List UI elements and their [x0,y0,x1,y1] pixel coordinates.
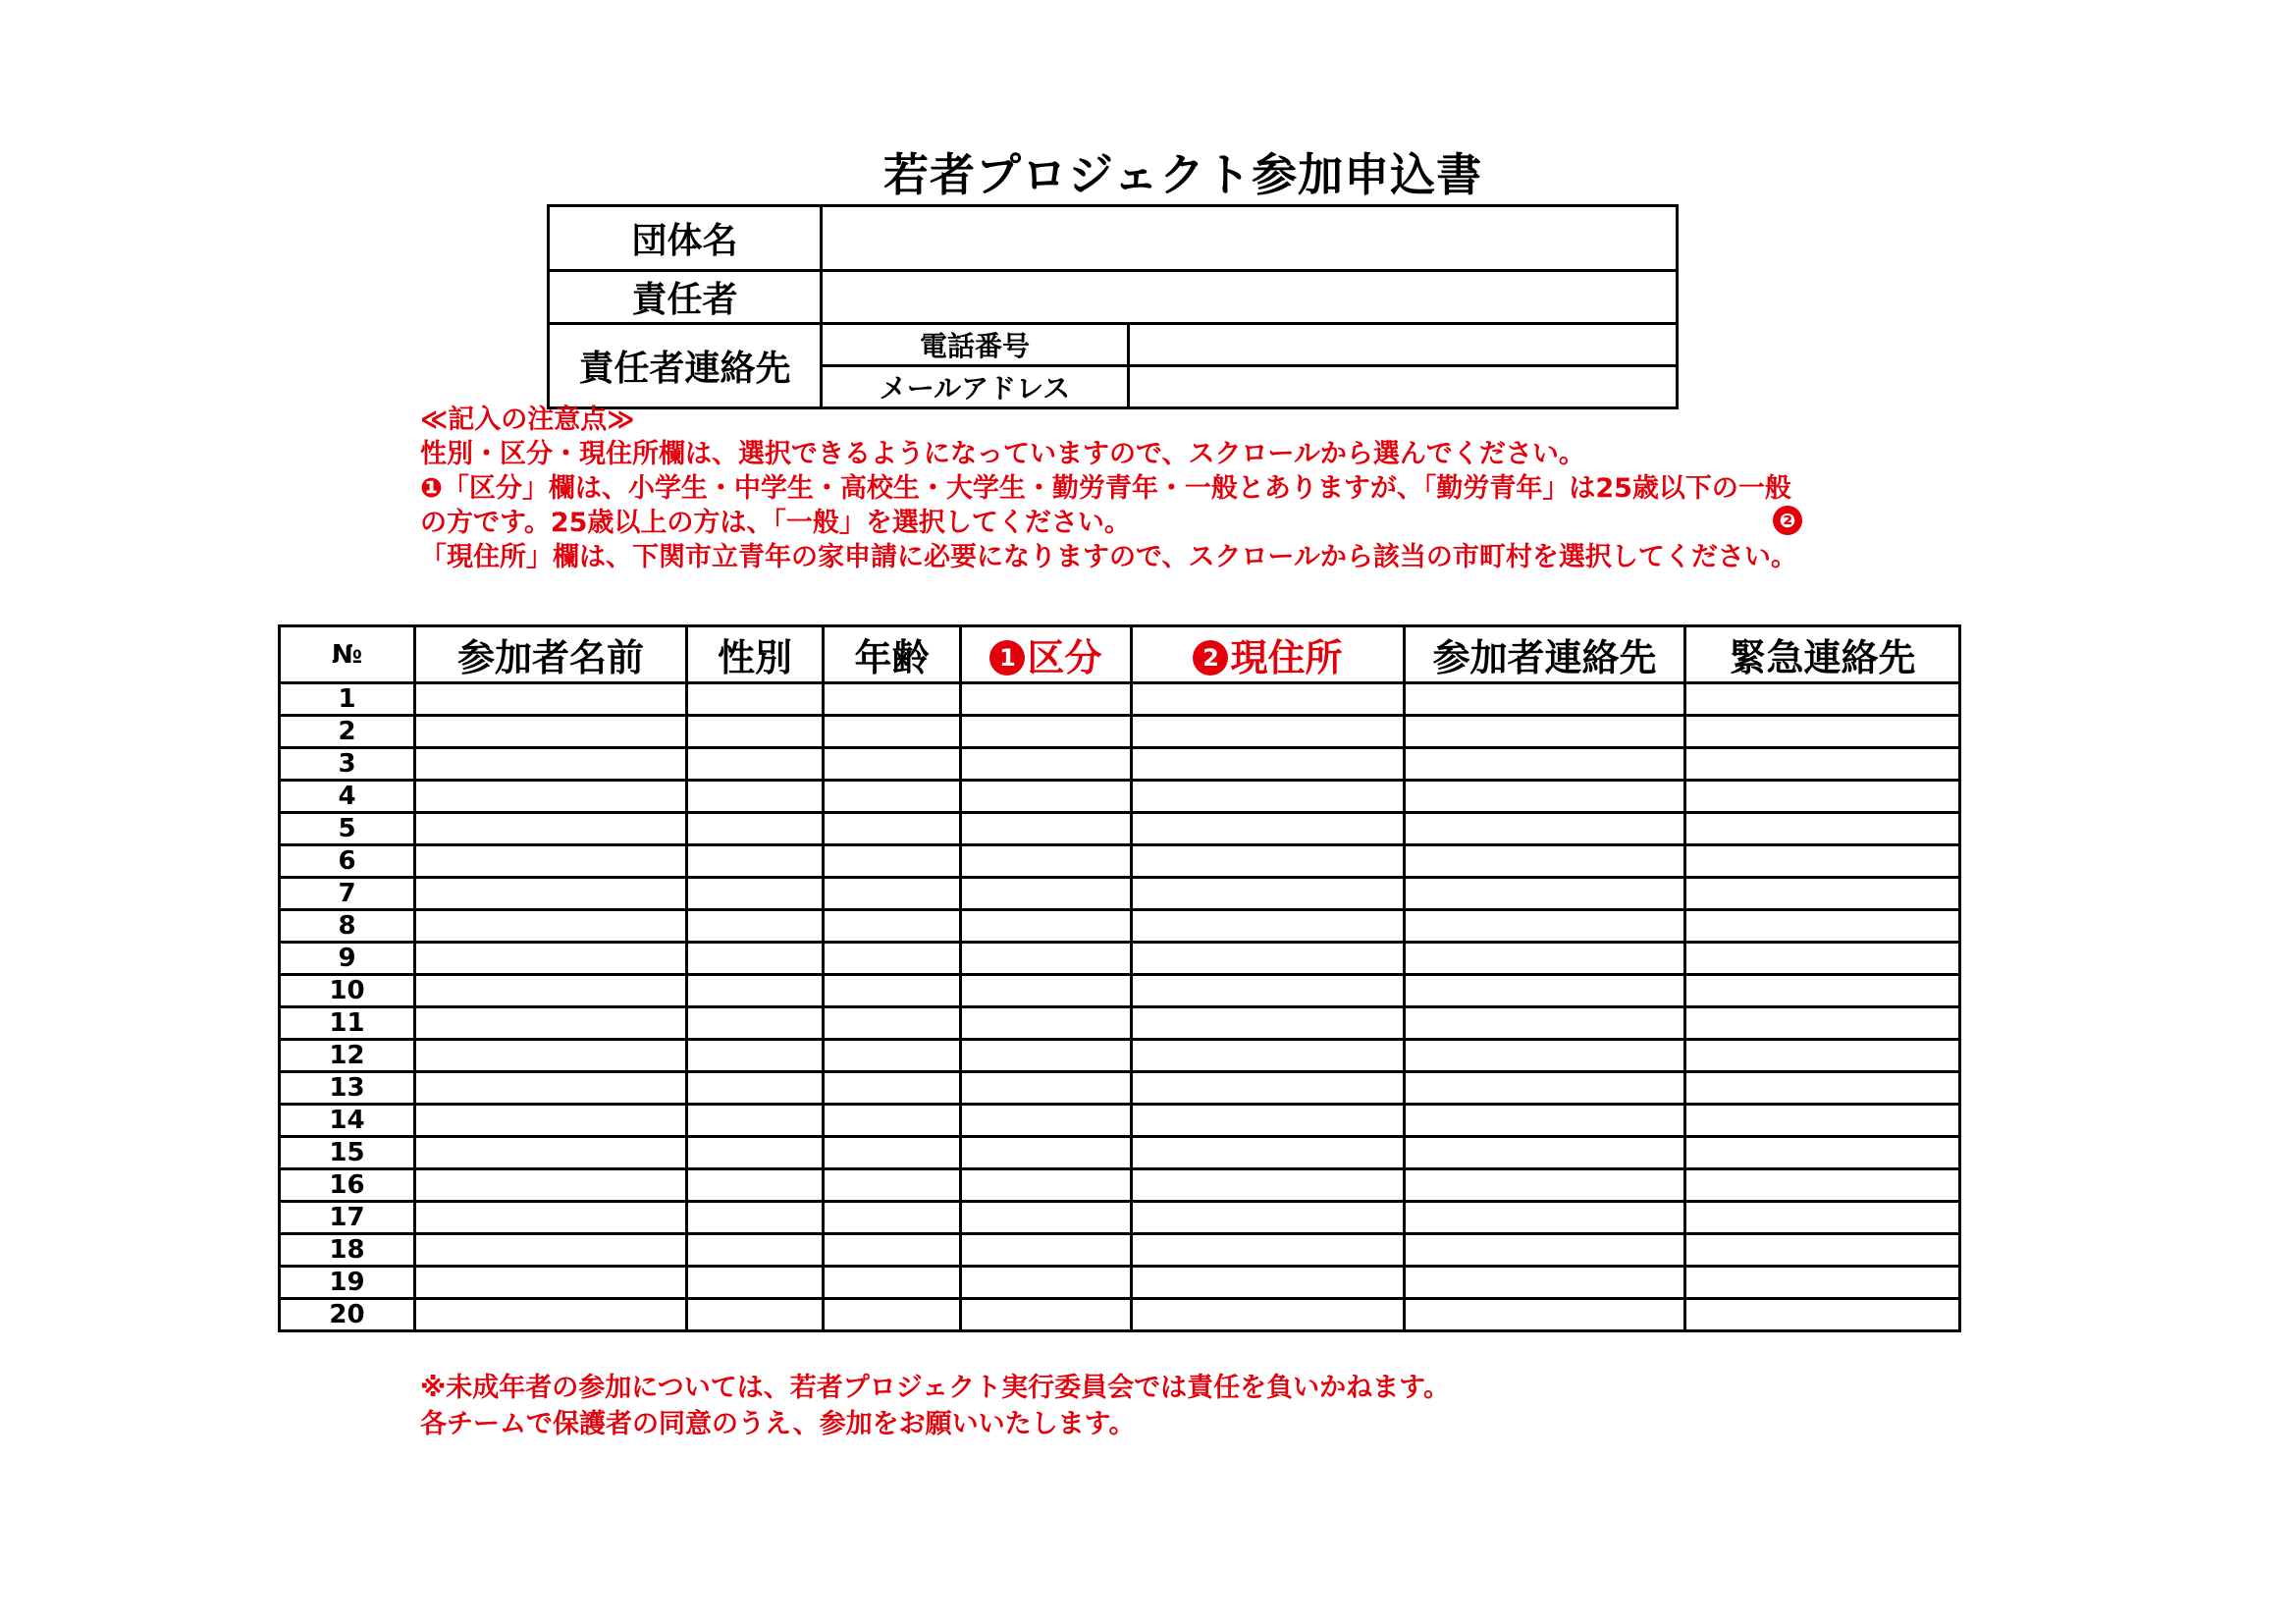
name-cell[interactable] [415,1105,687,1137]
age-cell[interactable] [824,781,961,813]
category-cell[interactable] [961,781,1132,813]
category-cell[interactable] [961,845,1132,878]
name-cell[interactable] [415,975,687,1007]
col-header-name: 参加者名前 [415,626,687,683]
col-header-gender: 性別 [687,626,824,683]
name-cell[interactable] [415,781,687,813]
gender-cell[interactable] [687,781,824,813]
name-cell[interactable] [415,910,687,943]
row-number: 19 [280,1267,415,1299]
row-number: 4 [280,781,415,813]
contact-cell[interactable] [1405,975,1685,1007]
age-cell[interactable] [824,748,961,781]
table-row [280,1267,1960,1299]
address-cell[interactable] [1132,683,1405,716]
row-number: 14 [280,1105,415,1137]
marker-2-icon: ❷ [1773,506,1802,535]
name-cell[interactable] [415,1267,687,1299]
address-label: 現住所 [1230,636,1343,679]
contact-cell[interactable] [1405,1234,1685,1267]
address-cell[interactable] [1132,748,1405,781]
table-header-row [280,626,1960,683]
address-cell[interactable] [1132,781,1405,813]
age-cell[interactable] [824,878,961,910]
category-cell[interactable] [961,975,1132,1007]
contact-cell[interactable] [1405,1202,1685,1234]
category-cell[interactable] [961,878,1132,910]
row-number: 17 [280,1202,415,1234]
contact-cell[interactable] [1405,1105,1685,1137]
emergency-cell[interactable] [1685,845,1960,878]
name-cell[interactable] [415,1040,687,1072]
footer-line-1: ※未成年者の参加については、若者プロジェクト実行委員会では責任を負いかねます。 [420,1373,1451,1403]
gender-cell[interactable] [687,910,824,943]
age-cell[interactable] [824,1169,961,1202]
emergency-cell[interactable] [1685,1202,1960,1234]
row-number: 11 [280,1007,415,1040]
gender-cell[interactable] [687,716,824,748]
contact-cell[interactable] [1405,716,1685,748]
age-cell[interactable] [824,1137,961,1169]
table-row [280,1299,1960,1331]
contact-cell[interactable] [1405,943,1685,975]
address-cell[interactable] [1132,1007,1405,1040]
address-cell[interactable] [1132,1040,1405,1072]
age-cell[interactable] [824,683,961,716]
emergency-cell[interactable] [1685,1267,1960,1299]
gender-cell[interactable] [687,1040,824,1072]
gender-cell[interactable] [687,845,824,878]
email-label: メールアドレス [822,366,1129,408]
participants-table [278,624,1961,1332]
age-cell[interactable] [824,1040,961,1072]
address-cell[interactable] [1132,1267,1405,1299]
age-cell[interactable] [824,975,961,1007]
emergency-cell[interactable] [1685,748,1960,781]
category-cell[interactable] [961,943,1132,975]
category-cell[interactable] [961,1007,1132,1040]
address-cell[interactable] [1132,1105,1405,1137]
emergency-cell[interactable] [1685,781,1960,813]
footer-notice [420,1370,1450,1442]
emergency-cell[interactable] [1685,943,1960,975]
col-header-no: № [280,626,415,683]
contact-cell[interactable] [1405,1007,1685,1040]
contact-cell[interactable] [1405,1137,1685,1169]
name-cell[interactable] [415,943,687,975]
emergency-cell[interactable] [1685,1040,1960,1072]
footer-line-2: 各チームで保護者の同意のうえ、参加をお願いいたします。 [420,1409,1136,1439]
table-row [280,716,1960,748]
gender-cell[interactable] [687,1137,824,1169]
page-title: 若者プロジェクト参加申込書 [883,148,1483,201]
table-row [280,1234,1960,1267]
marker-1-icon: 1 [989,640,1025,676]
address-cell[interactable] [1132,716,1405,748]
table-row [280,1040,1960,1072]
phone-field[interactable] [1129,324,1678,366]
row-number: 5 [280,813,415,845]
notes-heading: ≪記入の注意点≫ [420,405,635,435]
address-cell[interactable] [1132,845,1405,878]
age-cell[interactable] [824,813,961,845]
age-cell[interactable] [824,1267,961,1299]
col-header-address [1132,626,1405,683]
table-row [280,683,1960,716]
contact-cell[interactable] [1405,845,1685,878]
gender-cell[interactable] [687,748,824,781]
category-cell[interactable] [961,1040,1132,1072]
gender-cell[interactable] [687,1202,824,1234]
address-cell[interactable] [1132,878,1405,910]
address-cell[interactable] [1132,1234,1405,1267]
age-cell[interactable] [824,1072,961,1105]
address-cell[interactable] [1132,1202,1405,1234]
gender-cell[interactable] [687,1105,824,1137]
category-cell[interactable] [961,1105,1132,1137]
name-cell[interactable] [415,1072,687,1105]
emergency-cell[interactable] [1685,1169,1960,1202]
emergency-cell[interactable] [1685,1105,1960,1137]
table-row [280,1105,1960,1137]
address-cell[interactable] [1132,1072,1405,1105]
table-row [280,1007,1960,1040]
table-row [280,1202,1960,1234]
category-label: 区分 [1027,636,1102,679]
contact-cell[interactable] [1405,1169,1685,1202]
age-cell[interactable] [824,1202,961,1234]
row-number: 13 [280,1072,415,1105]
row-number: 7 [280,878,415,910]
age-cell[interactable] [824,1007,961,1040]
age-cell[interactable] [824,845,961,878]
name-cell[interactable] [415,748,687,781]
name-cell[interactable] [415,813,687,845]
address-cell[interactable] [1132,813,1405,845]
notes-section [420,403,1814,574]
notes-line-1: 性別・区分・現住所欄は、選択できるようになっていますので、スクロールから選んでください。 [420,439,1585,469]
contact-cell[interactable] [1405,683,1685,716]
contact-cell[interactable] [1405,748,1685,781]
contact-cell[interactable] [1405,1072,1685,1105]
name-cell[interactable] [415,683,687,716]
leader-contact-label: 責任者連絡先 [549,324,822,408]
emergency-cell[interactable] [1685,813,1960,845]
leader-field[interactable] [822,271,1678,324]
table-row [280,845,1960,878]
gender-cell[interactable] [687,1299,824,1331]
category-cell[interactable] [961,1072,1132,1105]
emergency-cell[interactable] [1685,683,1960,716]
contact-cell[interactable] [1405,1040,1685,1072]
col-header-age: 年齢 [824,626,961,683]
row-number: 20 [280,1299,415,1331]
name-cell[interactable] [415,1169,687,1202]
table-row [280,943,1960,975]
emergency-cell[interactable] [1685,975,1960,1007]
gender-cell[interactable] [687,1169,824,1202]
row-number: 18 [280,1234,415,1267]
category-cell[interactable] [961,1234,1132,1267]
row-number: 15 [280,1137,415,1169]
emergency-cell[interactable] [1685,716,1960,748]
row-number: 10 [280,975,415,1007]
phone-label: 電話番号 [822,324,1129,366]
category-cell[interactable] [961,1267,1132,1299]
category-cell[interactable] [961,1202,1132,1234]
row-number: 6 [280,845,415,878]
leader-label: 責任者 [549,271,822,324]
row-number: 12 [280,1040,415,1072]
group-name-field[interactable] [822,206,1678,271]
category-cell[interactable] [961,716,1132,748]
address-cell[interactable] [1132,975,1405,1007]
gender-cell[interactable] [687,683,824,716]
emergency-cell[interactable] [1685,878,1960,910]
name-cell[interactable] [415,1234,687,1267]
group-name-label: 団体名 [549,206,822,271]
category-cell[interactable] [961,1169,1132,1202]
contact-cell[interactable] [1405,910,1685,943]
age-cell[interactable] [824,1105,961,1137]
gender-cell[interactable] [687,1072,824,1105]
category-cell[interactable] [961,748,1132,781]
contact-cell[interactable] [1405,813,1685,845]
gender-cell[interactable] [687,943,824,975]
category-cell[interactable] [961,683,1132,716]
table-row [280,975,1960,1007]
emergency-cell[interactable] [1685,1234,1960,1267]
table-row [280,748,1960,781]
applicant-info-form [547,204,1679,409]
contact-cell[interactable] [1405,781,1685,813]
col-header-category [961,626,1132,683]
row-number: 9 [280,943,415,975]
name-cell[interactable] [415,1299,687,1331]
gender-cell[interactable] [687,1234,824,1267]
emergency-cell[interactable] [1685,1137,1960,1169]
contact-cell[interactable] [1405,1267,1685,1299]
gender-cell[interactable] [687,1267,824,1299]
row-number: 2 [280,716,415,748]
category-cell[interactable] [961,1299,1132,1331]
category-cell[interactable] [961,910,1132,943]
age-cell[interactable] [824,1234,961,1267]
row-number: 8 [280,910,415,943]
emergency-cell[interactable] [1685,1072,1960,1105]
row-number: 16 [280,1169,415,1202]
contact-cell[interactable] [1405,1299,1685,1331]
col-header-contact: 参加者連絡先 [1405,626,1685,683]
address-cell[interactable] [1132,1299,1405,1331]
table-row [280,781,1960,813]
marker-2-icon: 2 [1193,640,1228,676]
table-row [280,910,1960,943]
gender-cell[interactable] [687,1007,824,1040]
name-cell[interactable] [415,878,687,910]
address-cell[interactable] [1132,910,1405,943]
name-cell[interactable] [415,1007,687,1040]
notes-line-2: ❶「区分」欄は、小学生・中学生・高校生・大学生・勤労青年・一般とありますが、「勤労青年」は25歳以下の一般の方です。25歳以上の方は、「一般」を選択してください。 [420,473,1791,538]
gender-cell[interactable] [687,813,824,845]
age-cell[interactable] [824,1299,961,1331]
table-row [280,1072,1960,1105]
col-header-emergency: 緊急連絡先 [1685,626,1960,683]
emergency-cell[interactable] [1685,1299,1960,1331]
age-cell[interactable] [824,943,961,975]
name-cell[interactable] [415,716,687,748]
age-cell[interactable] [824,716,961,748]
table-row [280,813,1960,845]
name-cell[interactable] [415,845,687,878]
table-row [280,1169,1960,1202]
category-cell[interactable] [961,1137,1132,1169]
table-row [280,1137,1960,1169]
emergency-cell[interactable] [1685,1007,1960,1040]
contact-cell[interactable] [1405,878,1685,910]
age-cell[interactable] [824,910,961,943]
notes-line-3: 「現住所」欄は、下関市立青年の家申請に必要になりますので、スクロールから該当の市町村を選択してください。 [420,542,1797,572]
name-cell[interactable] [415,1137,687,1169]
emergency-cell[interactable] [1685,910,1960,943]
gender-cell[interactable] [687,878,824,910]
name-cell[interactable] [415,1202,687,1234]
category-cell[interactable] [961,813,1132,845]
gender-cell[interactable] [687,975,824,1007]
address-cell[interactable] [1132,1169,1405,1202]
row-number: 1 [280,683,415,716]
row-number: 3 [280,748,415,781]
table-row [280,878,1960,910]
address-cell[interactable] [1132,1137,1405,1169]
address-cell[interactable] [1132,943,1405,975]
